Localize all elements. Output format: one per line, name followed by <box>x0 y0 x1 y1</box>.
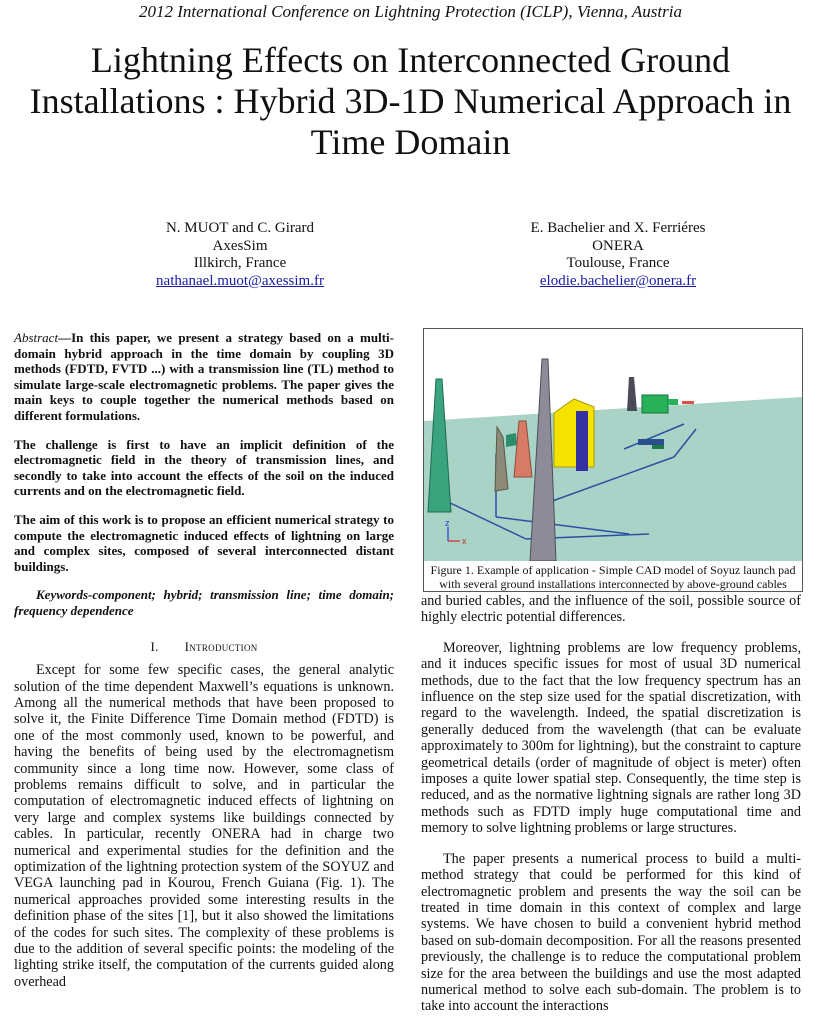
right-column <box>421 593 801 1029</box>
abstract-label: Abstract <box>14 330 59 345</box>
equipment-box <box>652 445 664 449</box>
right-paragraph-1: and buried cables, and the influence of the soil, possible source of highly electric potential differences. <box>421 593 801 626</box>
green-building <box>642 395 668 413</box>
abstract-paragraph-3: The aim of this work is to propose an efficient numerical strategy to compute the electromagnetic induced effects of lightning on large and complex sites, composed of several interconnected distant buildings. <box>14 511 394 574</box>
right-paragraph-3: The paper presents a numerical process to build a multi-method strategy that could be performed for this kind of electromagnetic problem and presents the way the soil can be treated in time domain in this context of complex and large systems. We have chosen to build a convenient hybrid method based on sub-domain decomposition. For all the reasons presented previously, the challenge is to reduce the computational problem size for the area between the buildings and use the most adapted numerical method to solve each sub-domain. The problem is to take into account the interactions <box>421 850 801 1015</box>
green-annex <box>668 399 678 405</box>
figure-caption: Figure 1. Example of application - Simple CAD model of Soyuz launch pad with several ground installations interconnected by above-ground cables <box>430 563 796 591</box>
conference-header: 2012 International Conference on Lightning Protection (ICLP), Vienna, Austria <box>138 2 682 21</box>
left-column <box>14 330 394 990</box>
author-location: Illkirch, France <box>193 255 287 271</box>
abstract-paragraph-2: The challenge is first to have an implicit definition of the electromagnetic field in the theory of transmission lines, and secondly to take into account the effects of the soil on the induced currents and on the electromagnetic field. <box>14 436 394 499</box>
red-marker <box>682 401 694 404</box>
abstract-dash: — <box>58 330 72 345</box>
author-email-link[interactable]: nathanael.muot@axessim.fr <box>156 272 324 289</box>
author-email-link[interactable]: elodie.bachelier@onera.fr <box>539 272 697 289</box>
figure-1 <box>423 328 803 592</box>
section-heading <box>14 639 394 655</box>
axis-x-label: x <box>462 536 467 546</box>
small-building <box>506 433 517 447</box>
abstract-text: In this paper, we present a strategy based on a multi-domain hybrid approach in the time domain by coupling 3D methods (FDTD, FVTD ...) with a transmission line (TL) method to simulate large-scale electromagnetic problems. The paper gives the main keys to couple together the numerical methods based on different formulations. <box>14 330 394 423</box>
intro-paragraph: Except for some few specific cases, the general analytic solution of the time dependent Maxwell’s equations is unknown. Among all the numerical methods that have been proposed to solve it, the Finite Difference Time Domain method (FDTD) is one of the most commonly used, known to be powerful, and having the benefits of being used by the electromagnetism community since a long time now. However, some class of problems remains difficult to solve, and in particular the computation of electromagnetic induced effects of lightning on very large and complex systems like buildings connected by cables. In particular, recently ONERA had in charge two numerical and experimental studies for the definition and the optimization of the lightning protection system of the SOYUZ and VEGA launching pad in Kourou, French Guiana (Fig. 1). The numerical approaches provided some interesting results in the definition phase of the sites [1], but it also showed the limitations of the codes for such sites. The complexity of these problems is due to the addition of several specific points: the modeling of the lighting strike itself, the computation of the currents guided along overhead <box>14 662 394 990</box>
author-block-left <box>100 220 380 290</box>
author-names: E. Bachelier and X. Ferriéres <box>530 220 706 236</box>
axis-z-label: z <box>445 518 450 528</box>
paper-title: Lightning Effects on Interconnected Ground Installations : Hybrid 3D-1D Numerical Approach in Time Domain <box>29 40 792 162</box>
abstract-paragraph-1 <box>14 330 394 424</box>
author-affiliation: AxesSim <box>212 237 268 254</box>
author-location: Toulouse, France <box>566 255 670 271</box>
right-paragraph-2: Moreover, lightning problems are low frequency problems, and it induces specific issues for most of usual 3D numerical methods, due to the fact that the low frequency spectrum has an influence on the step size used for the spatial discretization, with regard to the wavelength. Indeed, the spatial discretization is generally deduced from the wavelength (that can be evaluate approximately to 300m for lightning), but the constraint to capture geometrical details (order of magnitude of object is meter) often imposes a quite lower spatial step. Consequently, the time step is reduced, and as the normative lightning signals are rather long 3D methods such as FDTD imply huge computational time and memory to solve lightning problems or large structures. <box>421 639 801 837</box>
rocket-support <box>576 411 588 471</box>
author-block-right <box>478 220 758 290</box>
section-title: Introduction <box>184 638 258 654</box>
author-affiliation: ONERA <box>592 237 644 254</box>
keywords: Keywords-component; hybrid; transmission line; time domain; frequency dependence <box>14 587 394 618</box>
section-number: I. <box>150 638 159 654</box>
author-names: N. MUOT and C. Girard <box>165 220 315 236</box>
figure-1-image <box>424 329 802 561</box>
cable-tray <box>638 439 664 445</box>
